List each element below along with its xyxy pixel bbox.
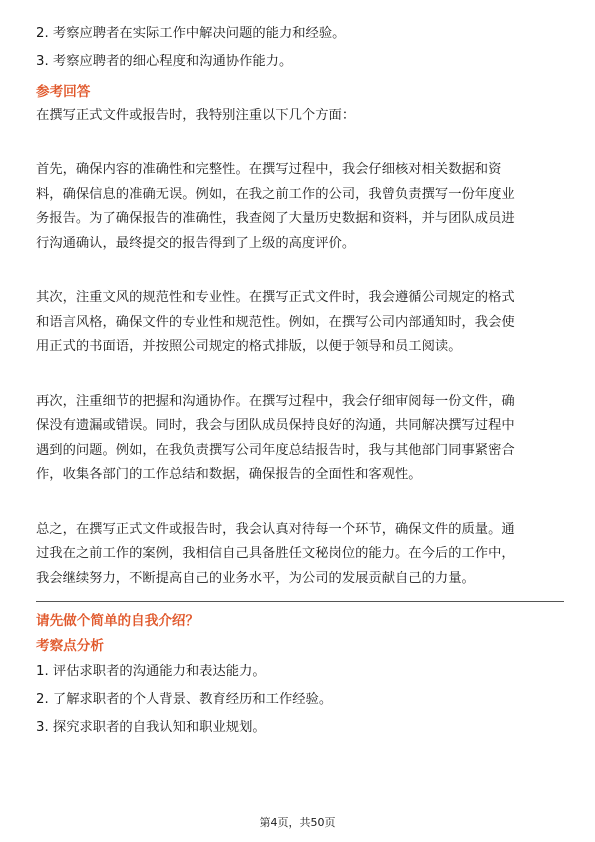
paragraph-line: 用正式的书面语，并按照公司规定的格式排版，以便于领导和员工阅读。 [36,339,462,354]
paragraph-line: 首先，确保内容的准确性和完整性。在撰写过程中，我会仔细核对相关数据和资 [36,162,502,177]
page-number: 第4页，共50页 [259,816,336,829]
list-item: 1. 评估求职者的沟通能力和表达能力。 [36,664,266,679]
paragraph-line: 遇到的问题。例如，在我负责撰写公司年度总结报告时，我与其他部门同事紧密合 [36,442,515,458]
list-item: 3. 考察应聘者的细心程度和沟通协作能力。 [36,54,293,69]
section-divider [36,601,564,602]
spacer [36,256,564,278]
paragraph-line: 总之，在撰写正式文件或报告时，我会认真对待每一个环节，确保文件的质量。通 [36,521,515,537]
paragraph-2 [36,286,564,360]
paragraph-4 [36,518,564,592]
paragraph-line: 过我在之前工作的案例，我相信自己具备胜任文秘岗位的能力。在今后的工作中， [36,546,515,561]
paragraph-line: 行沟通确认，最终提交的报告得到了上级的高度评价。 [36,235,356,251]
paragraph-line: 料，确保信息的准确无误。例如，在我之前工作的公司，我曾负责撰写一份年度业 [36,186,515,202]
paragraph-line: 保没有遗漏或错误。同时，我会与团队成员保持良好的沟通，共同解决撰写过程中 [36,418,515,433]
analysis-heading: 考察点分析 [36,638,104,654]
list-item: 2. 考察应聘者在实际工作中解决问题的能力和经验。 [36,26,346,41]
paragraph-1 [36,158,564,256]
paragraph-line: 作，收集各部门的工作总结和数据，确保报告的全面性和客观性。 [36,467,422,482]
paragraph-3 [36,390,564,488]
paragraph-line: 我会继续努力，不断提高自己的业务水平，为公司的发展贡献自己的力量。 [36,570,475,586]
intro-text: 在撰写正式文件或报告时，我特别注重以下几个方面： [36,108,356,123]
spacer [36,488,564,510]
question-heading: 请先做个简单的自我介绍？ [36,613,200,629]
paragraph-line: 再次，注重细节的把握和沟通协作。在撰写过程中，我会仔细审阅每一份文件，确 [36,393,515,409]
spacer [36,128,564,150]
page-content [36,20,564,742]
answer-heading: 参考回答 [36,84,91,100]
paragraph-line: 和语言风格，确保文件的专业性和规范性。例如，在撰写公司内部通知时，我会使 [36,314,515,330]
spacer [36,360,564,382]
list-item: 2. 了解求职者的个人背景、教育经历和工作经验。 [36,692,333,707]
paragraph-line: 其次，注重文风的规范性和专业性。在撰写正式文件时，我会遵循公司规定的格式 [36,290,515,305]
paragraph-line: 务报告。为了确保报告的准确性，我查阅了大量历史数据和资料，并与团队成员进 [36,211,515,226]
list-item: 3. 探究求职者的自我认知和职业规划。 [36,720,266,735]
